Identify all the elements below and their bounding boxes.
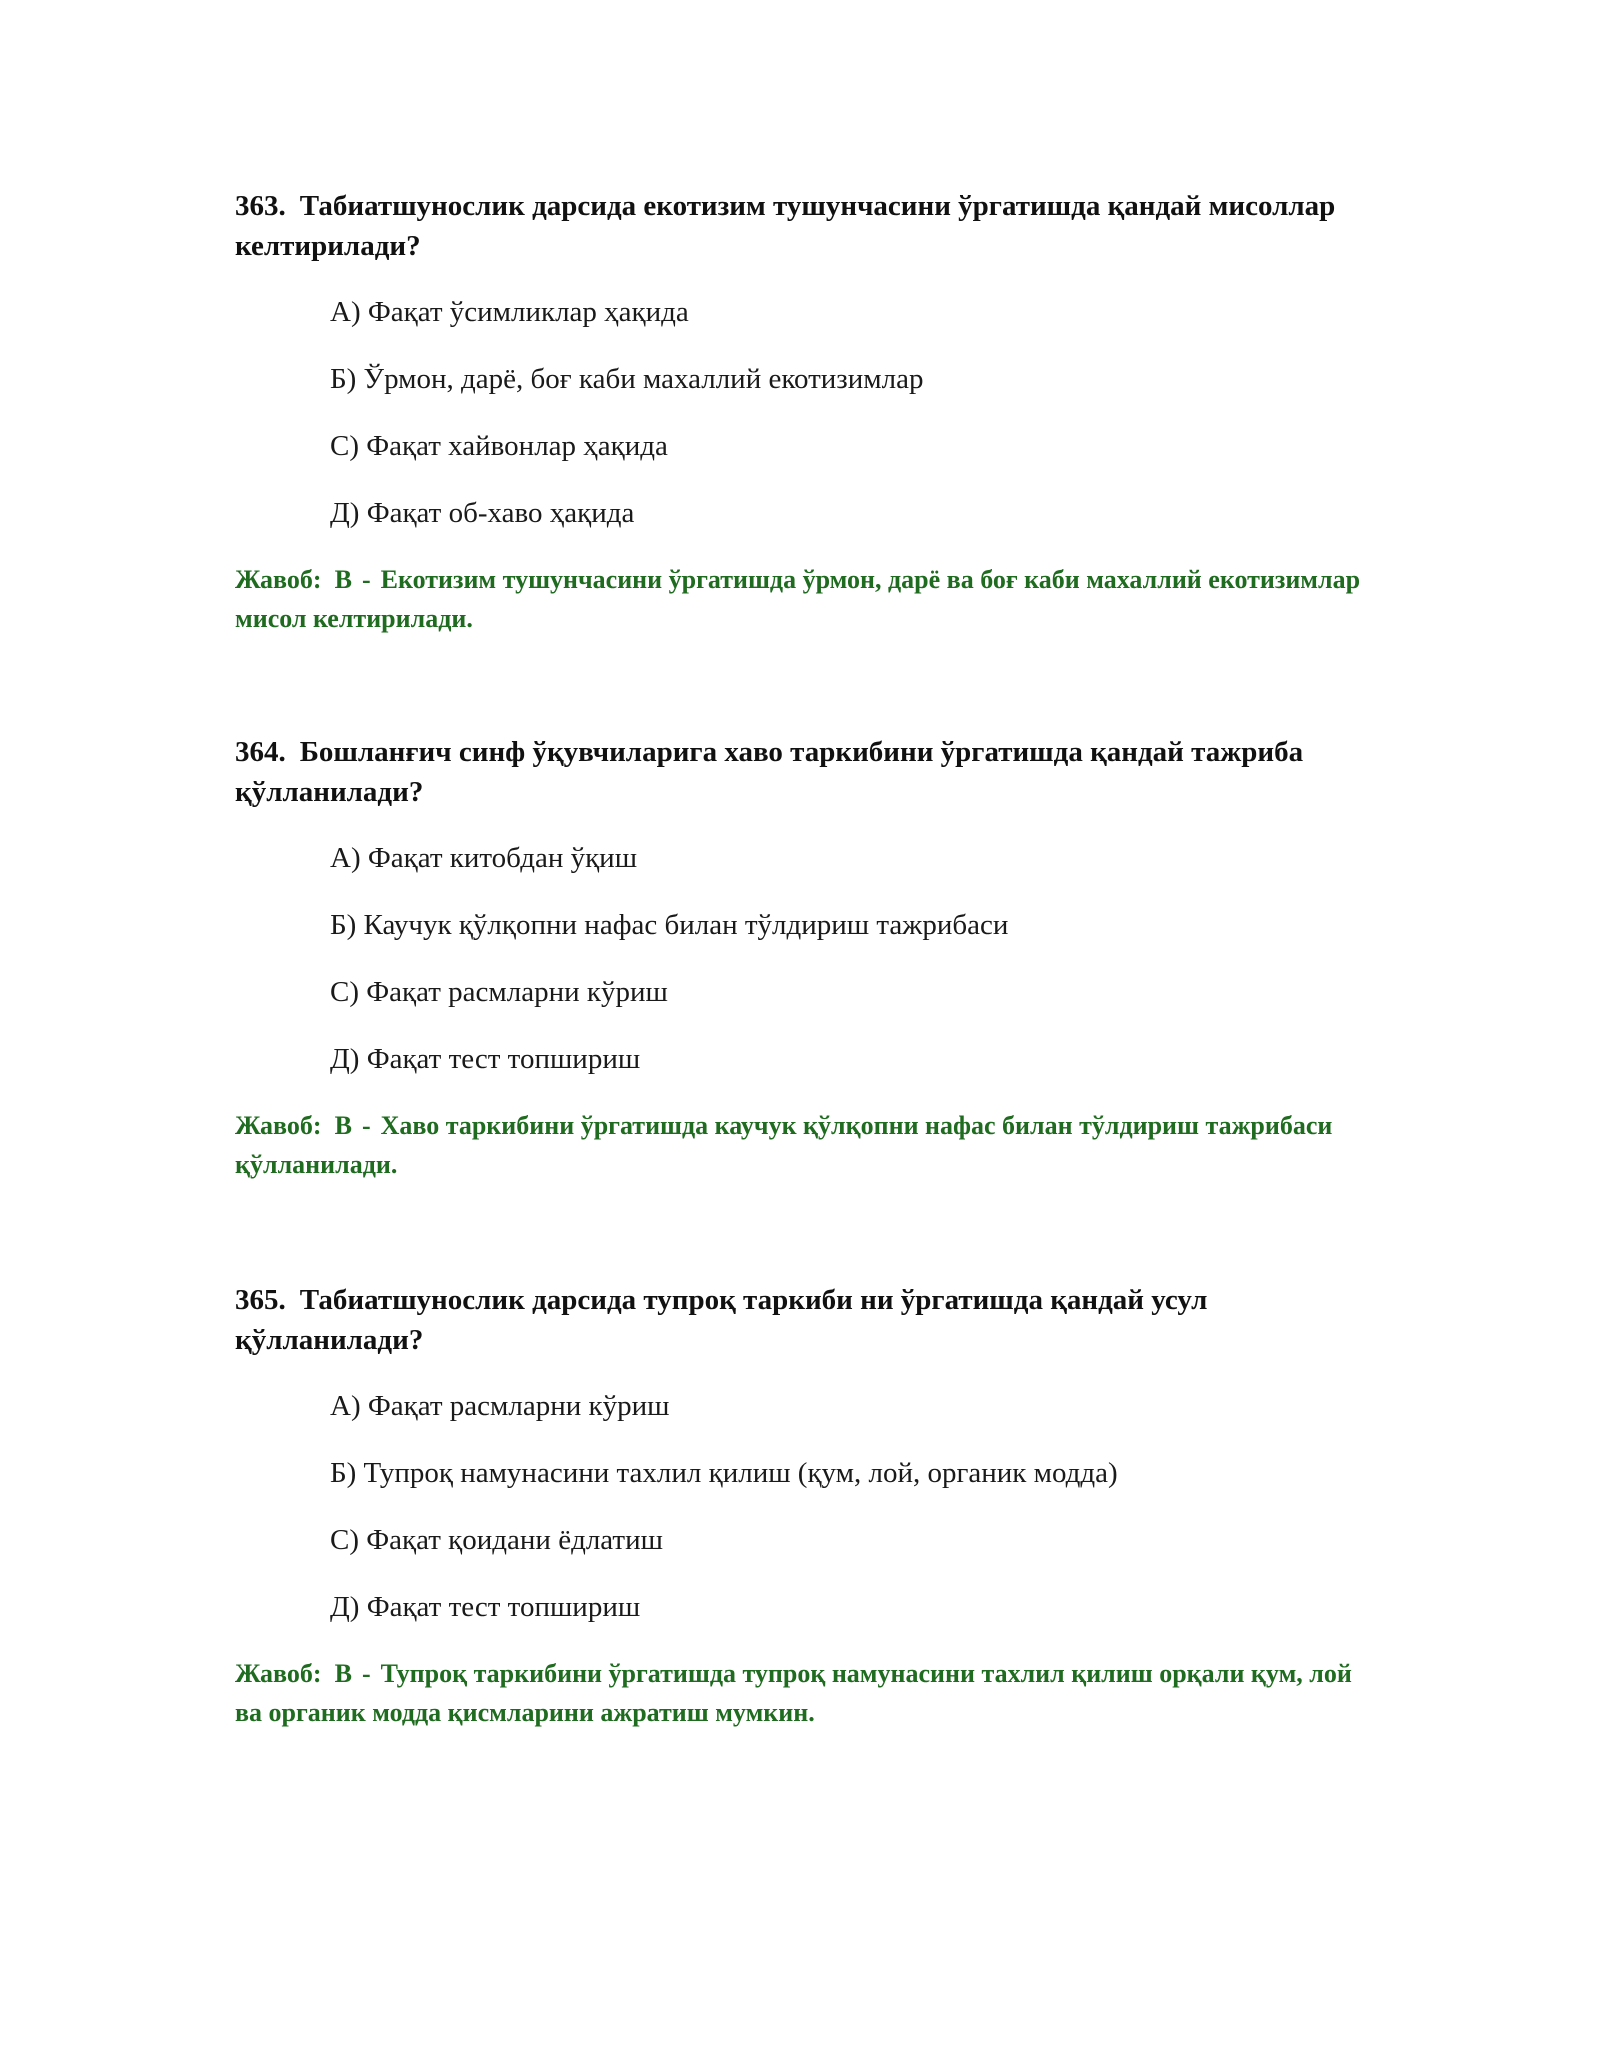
- answer-letter: B: [334, 1111, 352, 1140]
- option-b: Б) Ўрмон, дарё, боғ каби махаллий екотизимлар: [330, 363, 924, 395]
- answer: [235, 1106, 1365, 1184]
- answer-separator: -: [361, 1111, 371, 1140]
- question-text: Табиатшунослик дарсида екотизим тушунчасини ўргатишда қандай мисоллар келтирилади?: [235, 190, 1336, 262]
- answer-label: Жавоб:: [235, 1111, 322, 1140]
- answer-letter: B: [334, 565, 352, 594]
- answer: [235, 560, 1365, 638]
- question-title: [235, 186, 1365, 266]
- answer-letter: B: [334, 1659, 352, 1688]
- answer-separator: -: [361, 1659, 371, 1688]
- answer-text: Екотизим тушунчасини ўргатишда ўрмон, дарё ва боғ каби махаллий екотизимлар мисол келтирилади.: [235, 565, 1361, 633]
- answer-label: Жавоб:: [235, 565, 322, 594]
- option-d: Д) Фақат тест топшириш: [330, 1043, 641, 1075]
- option-c: С) Фақат хайвонлар ҳақида: [330, 430, 668, 462]
- question-block: [235, 186, 1365, 638]
- question-number: 363.: [235, 190, 286, 222]
- options-list: [330, 838, 1365, 1079]
- option-a: А) Фақат ўсимликлар ҳақида: [330, 296, 689, 328]
- answer-separator: -: [361, 565, 371, 594]
- question-block: [235, 1280, 1365, 1732]
- option-a: А) Фақат расмларни кўриш: [330, 1390, 670, 1422]
- answer: [235, 1654, 1365, 1732]
- question-title: [235, 1280, 1365, 1360]
- option-b: Б) Тупроқ намунасини тахлил қилиш (қум, лой, органик модда): [330, 1457, 1118, 1489]
- question-title: [235, 732, 1365, 812]
- options-list: [330, 1386, 1365, 1627]
- answer-text: Тупроқ таркибини ўргатишда тупроқ намунасини тахлил қилиш орқали қум, лой ва органик модда қисмларини ажратиш мумкин.: [235, 1659, 1352, 1727]
- question-number: 365.: [235, 1284, 286, 1316]
- option-c: С) Фақат расмларни кўриш: [330, 976, 668, 1008]
- option-d: Д) Фақат об-хаво ҳақида: [330, 497, 635, 529]
- question-number: 364.: [235, 736, 286, 768]
- options-list: [330, 292, 1365, 533]
- question-text: Бошланғич синф ўқувчиларига хаво таркибини ўргатишда қандай тажриба қўлланилади?: [235, 736, 1304, 808]
- option-b: Б) Каучук қўлқопни нафас билан тўлдириш тажрибаси: [330, 909, 1009, 941]
- answer-label: Жавоб:: [235, 1659, 322, 1688]
- question-block: [235, 732, 1365, 1184]
- answer-text: Хаво таркибини ўргатишда каучук қўлқопни нафас билан тўлдириш тажрибаси қўлланилади.: [235, 1111, 1333, 1179]
- option-a: А) Фақат китобдан ўқиш: [330, 842, 638, 874]
- option-c: С) Фақат қоидани ёдлатиш: [330, 1524, 663, 1556]
- option-d: Д) Фақат тест топшириш: [330, 1591, 641, 1623]
- question-text: Табиатшунослик дарсида тупроқ таркиби ни ўргатишда қандай усул қўлланилади?: [235, 1284, 1208, 1356]
